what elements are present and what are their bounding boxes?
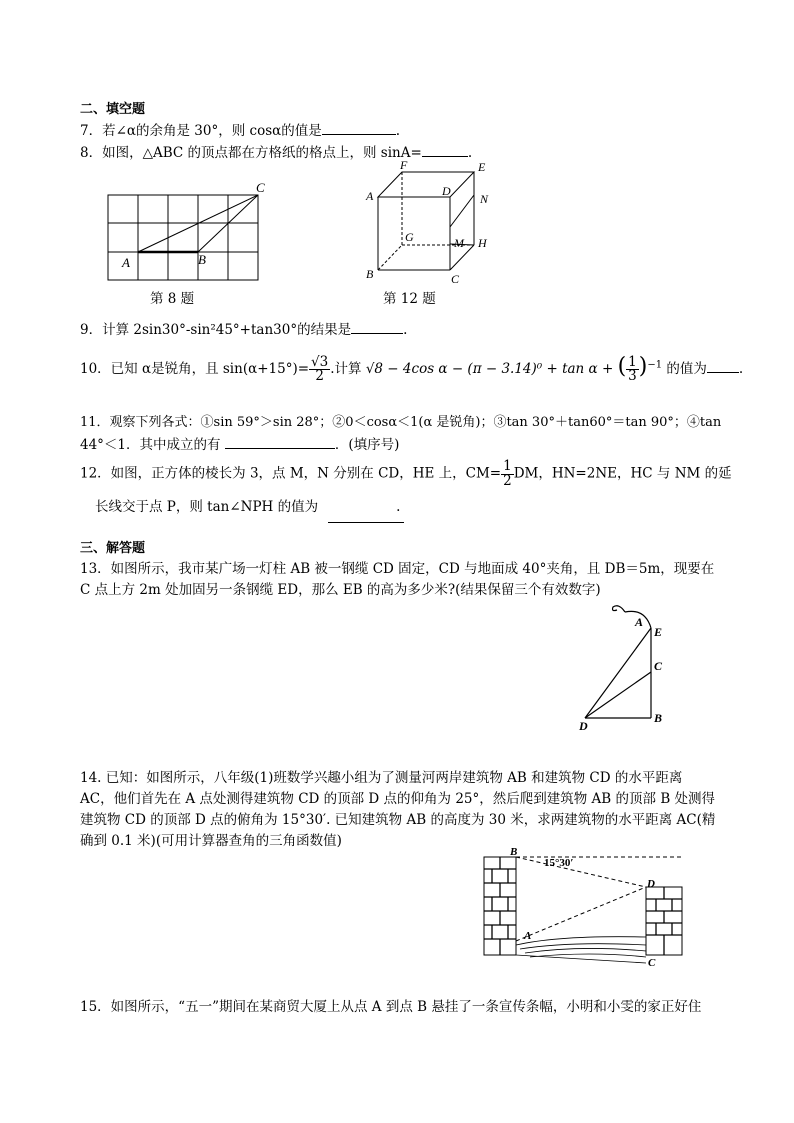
question-7-text: 7．若∠α的余角是 30°，则 cosα的值是 [80, 123, 322, 139]
section-title-fill-in: 二、填空题 [80, 102, 146, 117]
angle-label: 15°30′ [544, 857, 574, 869]
q10-expression: √8 − 4cos α − (π − 3.14)⁰ + tan α + [365, 361, 618, 377]
label-C: C [256, 180, 265, 195]
q10-prefix: 10．已知 α是锐角，且 sin(α+15°)= [80, 361, 310, 377]
question-8-text: 8．如图，△ABC 的顶点都在方格纸的格点上，则 sinA= [80, 145, 422, 161]
label-F: F [400, 158, 408, 172]
question-8-end: . [467, 145, 473, 161]
answer-blank [328, 522, 404, 523]
label-E: E [478, 160, 486, 174]
figure-12-cube [362, 155, 502, 290]
question-14-line-3: 建筑物 CD 的顶部 D 点的俯角为 15°30′. 已知建筑物 AB 的高度为 30 米，求两建筑物的水平距离 AC(精 [80, 812, 716, 828]
frac-numerator: 1 [628, 353, 637, 370]
figure-12-caption: 第 12 题 [383, 291, 436, 307]
answer-blank [225, 448, 335, 449]
label-D: D [647, 878, 655, 890]
question-12-line-1 [80, 460, 732, 488]
question-11-line-1: 11．观察下列各式：①sin 59°＞sin 28°；②0＜cosα＜1(α 是锐角)；③tan 30°＋tan60°＝tan 90°；④tan [80, 415, 722, 430]
frac-denominator: 2 [503, 472, 512, 489]
answer-blank [322, 134, 396, 135]
q11-line2-start: 44°＜1．其中成立的有 [80, 437, 221, 453]
label-B: B [510, 846, 518, 858]
fraction-1-over-2 [501, 460, 514, 488]
section-title-solutions: 三、解答题 [80, 541, 146, 556]
question-9 [80, 318, 407, 338]
question-14-line-2: AC，他们首先在 A 点处测得建筑物 CD 的顶部 D 点的仰角为 25°，然后爬到建筑物 AB 的顶部 B 处测得 [80, 791, 716, 807]
figure-14-buildings [470, 845, 695, 970]
fraction-1-over-3 [626, 353, 639, 384]
q12-line1-end: DM，HN=2NE，HC 与 NM 的延 [513, 465, 732, 482]
question-11-line-2 [80, 433, 399, 453]
q10-mid: 计算 [334, 361, 362, 377]
q11-line2-end: ．(填序号) [334, 437, 400, 453]
label-A: A [635, 615, 644, 629]
label-C: C [654, 659, 663, 673]
figure-8-caption: 第 8 题 [150, 291, 195, 307]
label-A: A [524, 930, 532, 942]
label-C: C [451, 272, 460, 286]
question-14-line-4: 确到 0.1 米)(可用计算器查角的三角函数值) [80, 833, 342, 849]
label-H: H [478, 236, 487, 250]
label-N: N [480, 192, 489, 206]
q12-line2-text: 长线交于点 P，则 tan∠NPH 的值为 [95, 499, 319, 515]
label-D: D [579, 719, 588, 733]
answer-blank [351, 333, 403, 334]
label-A: A [366, 189, 374, 203]
question-9-end: . [403, 322, 408, 338]
answer-blank [707, 372, 739, 373]
label-C: C [648, 957, 656, 969]
label-B: B [654, 711, 663, 725]
question-13-line-1: 13．如图所示，我市某广场一灯柱 AB 被一钢缆 CD 固定，CD 与地面成 40°夹角，且 DB＝5m，现要在 [80, 561, 715, 577]
label-M: M [454, 236, 464, 250]
label-E: E [654, 625, 663, 639]
q10-power: −1 [647, 359, 663, 371]
question-13-line-2: C 点上方 2m 处加固另一条钢缆 ED，那么 EB 的高为多少米?(结果保留三个有效数字) [80, 582, 601, 598]
frac-numerator: 1 [503, 458, 512, 474]
frac-denominator: 3 [628, 368, 637, 384]
frac-numerator: √3 [311, 353, 329, 370]
question-10-end: . [738, 361, 744, 377]
question-7-end: . [395, 123, 401, 139]
question-12-end: . [396, 499, 401, 515]
question-7 [80, 119, 400, 139]
label-B: B [366, 267, 374, 281]
label-G: G [405, 230, 414, 244]
frac-denominator: 2 [315, 368, 324, 384]
label-D: D [442, 184, 451, 198]
question-14-line-1: 14. 已知：如图所示，八年级(1)班数学兴趣小组为了测量河两岸建筑物 AB 和建筑物 CD 的水平距离 [80, 770, 683, 786]
q10-suffix: 的值为 [666, 361, 707, 377]
fraction-sqrt3-over-2 [309, 353, 330, 384]
question-9-text: 9．计算 2sin30°-sin²45°+tan30°的结果是 [80, 322, 352, 338]
question-15-line-1: 15．如图所示，“五一”期间在某商贸大厦上从点 A 到点 B 悬挂了一条宣传条幅，小明和小雯的家正好住 [80, 999, 702, 1015]
figure-13-lamp-post [575, 600, 695, 735]
label-A: A [122, 255, 130, 270]
question-10: 10．已知 α是锐角，且 sin(α+15°)= $\frac{√3}{2}$ .计算 √8 − 4cos α − (π − 3.14)⁰ + tan α + ( $\frac{1}{3}$ )$^{-1}$ 的值为 . [80, 353, 744, 384]
question-12-line-2 [95, 495, 400, 515]
label-B: B [198, 252, 206, 267]
q12-line1-start: 12．如图，正方体的棱长为 3，点 M，N 分别在 CD，HE 上，CM= [80, 465, 502, 482]
